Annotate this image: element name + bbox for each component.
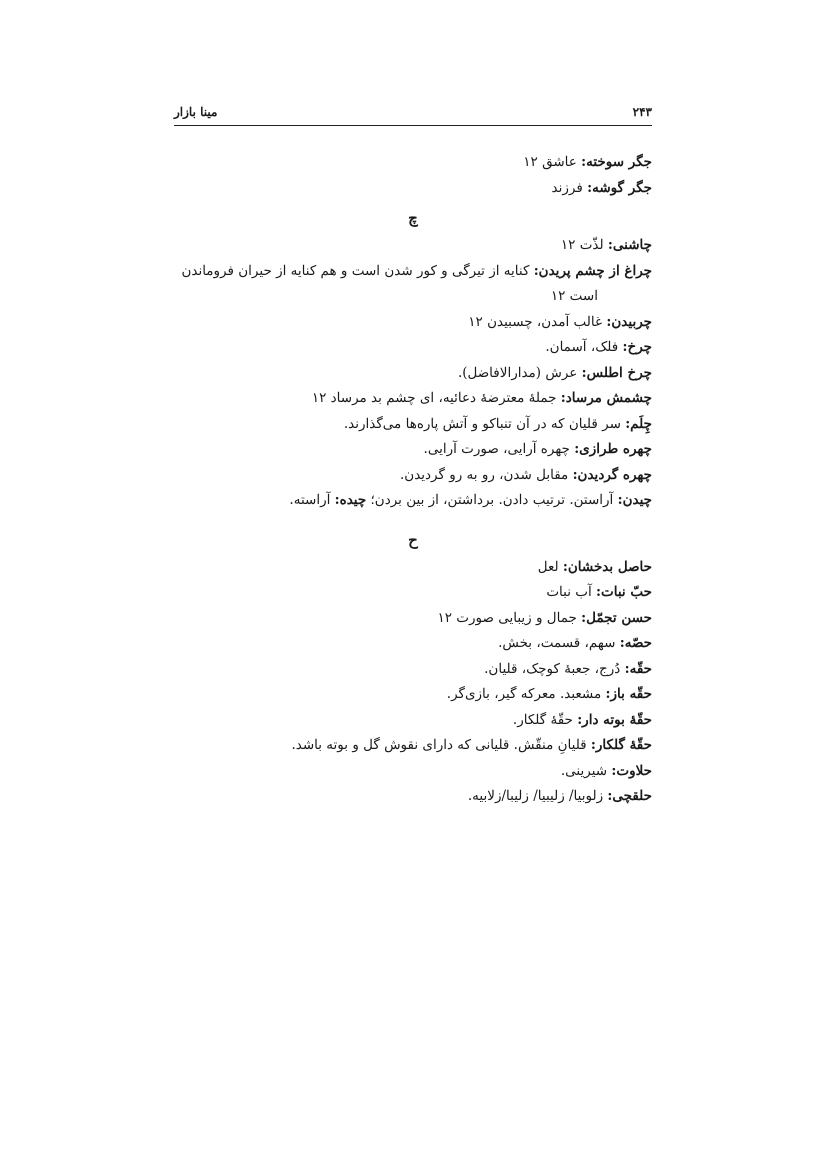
glossary-entry bbox=[174, 488, 652, 514]
headword: جگر سوخته: bbox=[581, 154, 652, 170]
headword: چِلَم: bbox=[625, 415, 652, 432]
definition: کنایه از تیرگی و کور شدن است و هم کنایه از حیران فروماندن bbox=[181, 262, 534, 279]
definition: غالب آمدن، چسبیدن ۱۲ bbox=[468, 313, 607, 330]
glossary-entry bbox=[174, 437, 652, 463]
book-page bbox=[174, 0, 652, 1169]
glossary-entries bbox=[174, 150, 652, 810]
definition: دُرج، جعبهٔ کوچک، قلیان. bbox=[484, 660, 625, 677]
glossary-entry bbox=[174, 606, 652, 632]
glossary-entry bbox=[174, 310, 652, 336]
definition: لعل bbox=[537, 558, 563, 575]
glossary-entry bbox=[174, 733, 652, 759]
glossary-entry bbox=[174, 233, 652, 259]
headword: چهره گردیدن: bbox=[572, 466, 652, 483]
headword: چرخ: bbox=[622, 339, 652, 355]
headword: چهره طرازی: bbox=[574, 441, 652, 457]
glossary-entry bbox=[174, 386, 652, 412]
headword: حسن تجمّل: bbox=[581, 609, 652, 626]
definition: سر قلیان که در آن تنباکو و آتش پاره‌ها می‌گذارند. bbox=[343, 415, 626, 432]
definition: جمال و زیبایی صورت ۱۲ bbox=[437, 609, 582, 626]
headword: حقّه باز: bbox=[605, 686, 652, 702]
definition: زلوبیا/ زلیبیا/ زلیبا/زلابیه. bbox=[467, 788, 608, 804]
definition: سهم، قسمت، بخش. bbox=[498, 635, 620, 651]
glossary-entry bbox=[174, 708, 652, 734]
headword: حلقچی: bbox=[607, 788, 652, 804]
glossary-entry bbox=[174, 412, 652, 438]
section-heading-he: ح bbox=[408, 530, 418, 549]
definition: فلک، آسمان. bbox=[545, 339, 623, 355]
page-number: ۲۴۳ bbox=[632, 105, 652, 119]
headword: چشمش مرساد: bbox=[560, 390, 652, 406]
glossary-entry bbox=[174, 335, 652, 361]
glossary-entry bbox=[174, 657, 652, 683]
glossary-entry bbox=[174, 150, 652, 176]
glossary-entry bbox=[174, 580, 652, 606]
headword: حقّهٔ بوته دار: bbox=[577, 711, 652, 728]
headword: حصّه: bbox=[619, 635, 652, 651]
definition-secondary: آراسته. bbox=[289, 492, 335, 508]
glossary-entry bbox=[174, 463, 652, 489]
definition: فرزند bbox=[551, 179, 588, 196]
definition: عرش (مدارالافاضل). bbox=[457, 364, 582, 381]
definition-continuation: است ۱۲ bbox=[550, 288, 598, 304]
glossary-entry bbox=[174, 759, 652, 785]
definition: آراستن. ترتیب دادن. برداشتن، از بین بردن؛ bbox=[366, 492, 618, 508]
headword: حقّهٔ گلکار: bbox=[590, 737, 652, 753]
definition: مشعبد. معرکه گیر، بازی‌گر. bbox=[446, 686, 606, 702]
headword-secondary: چیده: bbox=[334, 492, 367, 508]
running-header bbox=[174, 101, 652, 126]
headword: چیدن: bbox=[617, 492, 652, 508]
headword: حاصل بدخشان: bbox=[562, 558, 652, 575]
headword: حلاوت: bbox=[611, 762, 652, 779]
glossary-entry bbox=[174, 784, 652, 810]
headword: جگر گوشه: bbox=[587, 179, 652, 196]
headword: چراغ از چشم پریدن: bbox=[533, 262, 652, 279]
glossary-entry bbox=[174, 631, 652, 657]
glossary-entry bbox=[174, 176, 652, 202]
section-heading-che: چ bbox=[408, 209, 418, 227]
glossary-entry bbox=[174, 555, 652, 581]
definition: جملهٔ معترضهٔ دعائیه، ای چشم بد مرساد ۱۲ bbox=[311, 390, 561, 406]
definition: قلیانِ منقّش. قلیانی که دارای نقوش گل و بوته باشد. bbox=[291, 737, 591, 753]
book-title: مینا بازار bbox=[174, 105, 218, 119]
glossary-entry bbox=[174, 259, 652, 310]
headword: حبّ نبات: bbox=[596, 584, 652, 600]
definition: حقّهٔ گلکار. bbox=[512, 711, 578, 728]
glossary-entry bbox=[174, 361, 652, 387]
definition: عاشق ۱۲ bbox=[523, 154, 582, 170]
definition: شیرینی. bbox=[560, 762, 612, 779]
definition: مقابل شدن، رو به رو گردیدن. bbox=[399, 466, 573, 483]
headword: چرخ اطلس: bbox=[581, 364, 652, 381]
headword: حقّه: bbox=[624, 660, 652, 677]
definition: آب نبات bbox=[546, 584, 597, 600]
glossary-entry bbox=[174, 682, 652, 708]
headword: چاشنی: bbox=[607, 237, 652, 253]
headword: چربیدن: bbox=[606, 313, 652, 330]
definition: لذّت ۱۲ bbox=[560, 237, 608, 253]
definition: چهره آرایی، صورت آرایی. bbox=[423, 441, 575, 457]
